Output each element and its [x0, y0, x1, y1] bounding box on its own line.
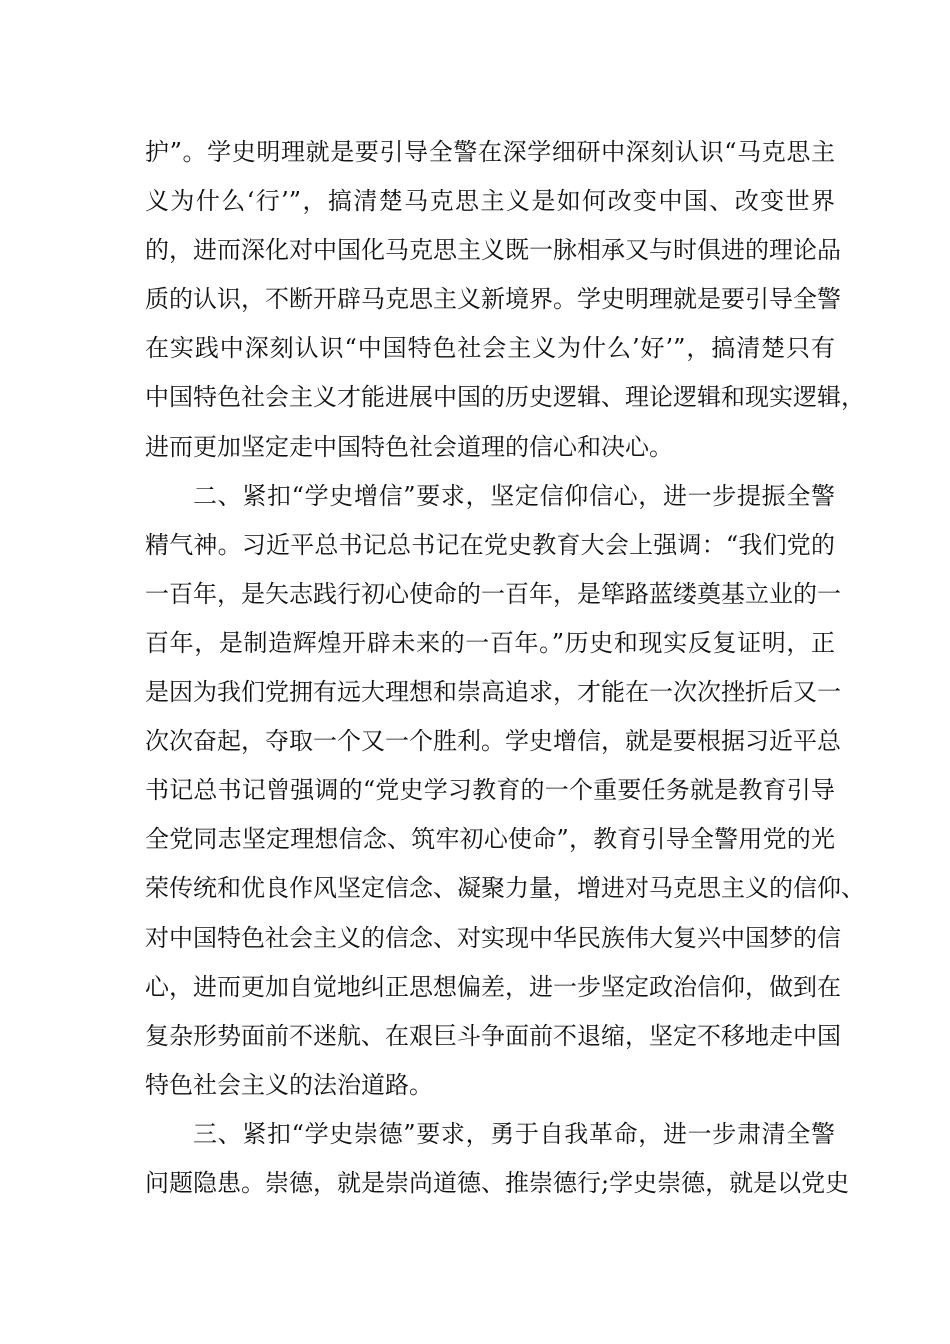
text-line: 质的认识，不断开辟马克思主义新境界。学史明理就是要引导全警 — [145, 285, 841, 314]
text-line: 心，进而更加自觉地纠正思想偏差，进一步坚定政治信仰，做到在 — [145, 972, 841, 1001]
text-line: 义为什么‘行’”，搞清楚马克思主义是如何改变中国、改变世界 — [145, 187, 835, 216]
text-line: 在实践中深刻认识“中国特色社会主义为什么’好’”，搞清楚只有 — [145, 334, 835, 363]
text-line: 复杂形势面前不迷航、在艰巨斗争面前不退缩，坚定不移地走中国 — [145, 1021, 841, 1050]
text-line: 一百年，是矢志践行初心使命的一百年，是筚路蓝缕奠基立业的一 — [145, 579, 841, 608]
text-line: 全党同志坚定理想信念、筑牢初心使命”，教育引导全警用党的光 — [145, 825, 835, 854]
text-line: 的，进而深化对中国化马克思主义既一脉相承又与时俱进的理论品 — [145, 236, 841, 265]
text-line: 特色社会主义的法治道路。 — [145, 1070, 433, 1099]
text-line: 次次奋起，夺取一个又一个胜利。学史增信，就是要根据习近平总 — [145, 727, 841, 756]
text-line: 进而更加坚定走中国特色社会道理的信心和决心。 — [145, 432, 673, 461]
text-line: 二、紧扣“学史增信”要求，坚定信仰信心，进一步提振全警 — [193, 481, 835, 510]
text-line: 精气神。习近平总书记总书记在党史教育大会上强调：“我们党的 — [145, 530, 835, 559]
text-line: 三、紧扣“学史崇德”要求，勇于自我革命，进一步肃清全警 — [193, 1119, 835, 1148]
text-line: 书记总书记曾强调的“党史学习教育的一个重要任务就是教育引导 — [145, 776, 835, 805]
text-line: 荣传统和优良作风坚定信念、凝聚力量，增进对马克思主义的信仰、 — [145, 874, 865, 903]
text-line: 百年，是制造辉煌开辟未来的一百年。”历史和现实反复证明，正 — [145, 628, 835, 657]
text-line: 中国特色社会主义才能进展中国的历史逻辑、理论逻辑和现实逻辑， — [145, 383, 865, 412]
text-line: 问题隐患。崇德，就是崇尚道德、推崇德行;学史崇德，就是以党史 — [145, 1168, 850, 1197]
text-line: 对中国特色社会主义的信念、对实现中华民族伟大复兴中国梦的信 — [145, 923, 841, 952]
document-body — [145, 128, 865, 1208]
text-line: 护”。学史明理就是要引导全警在深学细研中深刻认识“马克思主 — [145, 138, 835, 166]
text-line: 是因为我们党拥有远大理想和崇高追求，才能在一次次挫折后又一 — [145, 678, 841, 707]
